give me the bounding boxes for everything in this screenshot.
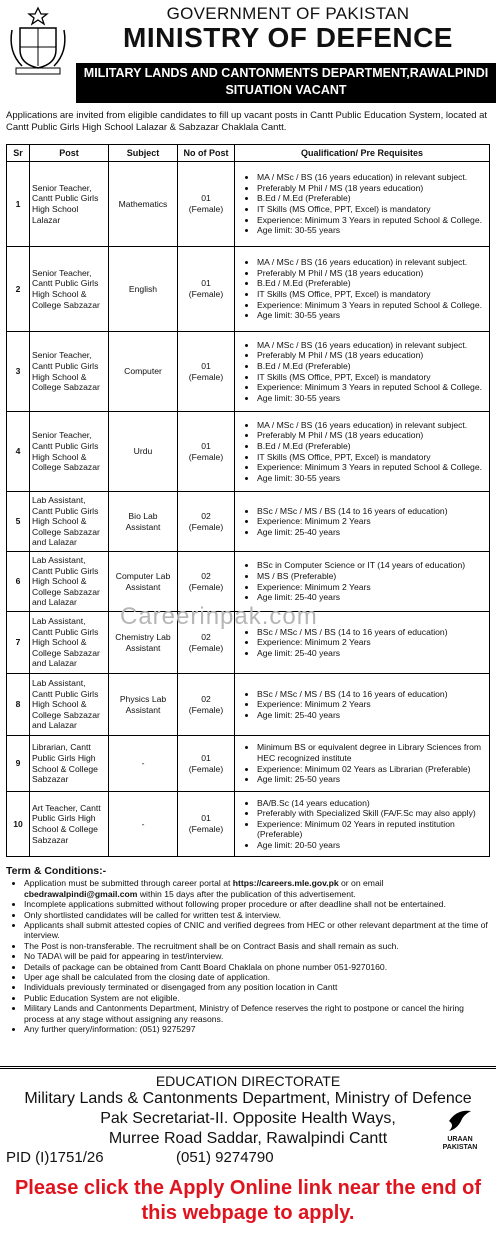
header-subject: Subject bbox=[109, 145, 178, 162]
table-row bbox=[7, 332, 490, 412]
department-banner bbox=[76, 63, 496, 103]
qualification-item: • Experience: Minimum 2 Years bbox=[257, 699, 483, 710]
post-count: 01 bbox=[201, 440, 211, 451]
qualification-item: • Preferably M Phil / MS (18 years education) bbox=[257, 183, 483, 194]
table-row bbox=[7, 552, 490, 612]
row-sr: 1 bbox=[7, 162, 30, 247]
row-post: Lab Assistant, Cantt Public Girls High School & College Sabzazar and Lalazar bbox=[30, 674, 109, 736]
qualification-item: • Age limit: 25-40 years bbox=[257, 648, 483, 659]
address-line-2: Pak Secretariat-II. Opposite Health Ways, bbox=[100, 1110, 396, 1127]
header-post: Post bbox=[30, 145, 109, 162]
terms-item: • Public Education System are not eligible. bbox=[24, 993, 490, 1003]
qualification-item: • MA / MSc / BS (16 years education) in relevant subject. bbox=[257, 172, 483, 183]
row-sr: 9 bbox=[7, 736, 30, 792]
terms-text: within 15 days after the publication of this advertisement. bbox=[137, 888, 356, 899]
qualification-list bbox=[237, 627, 487, 659]
qualification-item: • Age limit: 30-55 years bbox=[257, 473, 483, 484]
row-subject: - bbox=[109, 736, 178, 792]
qualification-list bbox=[237, 257, 487, 321]
terms-item: • The Post is non-transferable. The recruitment shall be on Contract Basis and shall remain as such. bbox=[24, 941, 490, 951]
qualification-item: • Experience: Minimum 2 Years bbox=[257, 516, 483, 527]
post-count: 01 bbox=[201, 813, 211, 824]
row-subject: Chemistry Lab Assistant bbox=[109, 612, 178, 674]
table-row bbox=[7, 412, 490, 492]
qualification-item: • Age limit: 30-55 years bbox=[257, 225, 483, 236]
row-subject: English bbox=[109, 247, 178, 332]
table-row bbox=[7, 162, 490, 247]
row-qualifications bbox=[235, 162, 490, 247]
qualification-item: • Experience: Minimum 3 Years in reputed School & College. bbox=[257, 215, 483, 226]
qualification-list bbox=[237, 420, 487, 484]
terms-item bbox=[24, 878, 490, 899]
qualification-item: • Preferably M Phil / MS (18 years education) bbox=[257, 350, 483, 361]
qualification-item: • Age limit: 25-40 years bbox=[257, 527, 483, 538]
qualification-item: • MA / MSc / BS (16 years education) in relevant subject. bbox=[257, 420, 483, 431]
row-qualifications bbox=[235, 736, 490, 792]
qualification-item: • BSc in Computer Science or IT (14 years of education) bbox=[257, 560, 483, 571]
apply-online-notice: Please click the Apply Online link near the end of this webpage to apply. bbox=[14, 1177, 482, 1224]
row-no-of-post bbox=[178, 332, 235, 412]
qualification-item: • Experience: Minimum 3 Years in reputed School & College. bbox=[257, 462, 483, 473]
header-qualification: Qualification/ Pre Requisites bbox=[235, 145, 490, 162]
intro-text: Applications are invited from eligible candidates to fill up vacant posts in Cantt Public Education System, located at Cantt Public Girls High School Lalazar & Sabzazar Chaklala Cantt. bbox=[6, 110, 488, 133]
terms-item: • No TADA\ will be paid for appearing in test/interview. bbox=[24, 951, 490, 961]
qualification-item: • IT Skills (MS Office, PPT, Excel) is mandatory bbox=[257, 372, 483, 383]
terms-list bbox=[6, 878, 490, 899]
row-post: Lab Assistant, Cantt Public Girls High School & College Sabzazar and Lalazar bbox=[30, 612, 109, 674]
row-qualifications bbox=[235, 552, 490, 612]
post-gender: (Female) bbox=[188, 451, 224, 462]
row-post: Lab Assistant, Cantt Public Girls High School & College Sabzazar and Lalazar bbox=[30, 552, 109, 612]
row-post: Librarian, Cantt Public Girls High School & College Sabzazar bbox=[30, 736, 109, 792]
terms-item: • Incomplete applications submitted without following proper procedure or after deadline shall not be entertained. bbox=[24, 899, 490, 909]
row-subject: Computer Lab Assistant bbox=[109, 552, 178, 612]
row-post: Senior Teacher, Cantt Public Girls High School & College Sabzazar bbox=[30, 332, 109, 412]
qualification-item: • Experience: Minimum 3 Years in reputed School & College. bbox=[257, 382, 483, 393]
table-row bbox=[7, 792, 490, 857]
terms-item: • Any further query/information: (051) 9275297 bbox=[24, 1024, 490, 1034]
row-sr: 5 bbox=[7, 492, 30, 552]
row-subject: Mathematics bbox=[109, 162, 178, 247]
uraan-pakistan-logo bbox=[432, 1107, 488, 1159]
terms-item: • Individuals previously terminated or disengaged from any position location in Cantt bbox=[24, 982, 490, 992]
post-gender: (Female) bbox=[188, 371, 224, 382]
ministry-title: MINISTRY OF DEFENCE bbox=[123, 22, 453, 53]
pid-number: PID (I)1751/26 bbox=[6, 1149, 104, 1166]
row-post: Senior Teacher, Cantt Public Girls High School Lalazar bbox=[30, 162, 109, 247]
row-post: Senior Teacher, Cantt Public Girls High School & College Sabzazar bbox=[30, 247, 109, 332]
footer-phone: (051) 9274790 bbox=[176, 1149, 274, 1166]
government-title: GOVERNMENT OF PAKISTAN bbox=[166, 4, 410, 23]
table-row bbox=[7, 247, 490, 332]
qualification-item: • BSc / MSc / MS / BS (14 to 16 years of education) bbox=[257, 506, 483, 517]
qualification-item: • Experience: Minimum 2 Years bbox=[257, 637, 483, 648]
table-header-row bbox=[7, 145, 490, 162]
terms-section bbox=[6, 866, 490, 1035]
post-gender: (Female) bbox=[188, 204, 224, 214]
post-count: 02 bbox=[201, 693, 211, 704]
qualification-item: • Age limit: 30-55 years bbox=[257, 310, 483, 321]
row-no-of-post bbox=[178, 792, 235, 857]
table-row bbox=[7, 736, 490, 792]
terms-text: Application must be submitted through career portal at bbox=[24, 878, 233, 889]
post-count: 01 bbox=[201, 360, 211, 371]
post-count: 02 bbox=[201, 631, 211, 642]
state-emblem-icon bbox=[6, 6, 70, 76]
qualification-list bbox=[237, 506, 487, 538]
watermark: Careerinpak.com bbox=[120, 603, 318, 630]
terms-title: Term & Conditions:- bbox=[6, 865, 107, 877]
qualification-item: • BSc / MSc / MS / BS (14 to 16 years of education) bbox=[257, 627, 483, 638]
qualification-item: • Minimum BS or equivalent degree in Library Sciences from HEC recognized institute bbox=[257, 742, 483, 763]
row-post: Art Teacher, Cantt Public Girls High School & College Sabzazar bbox=[30, 792, 109, 857]
terms-text: or on email bbox=[338, 878, 384, 889]
post-gender: (Female) bbox=[188, 289, 224, 299]
terms-item: • Only shortlisted candidates will be called for written test & interview. bbox=[24, 910, 490, 920]
table-row bbox=[7, 674, 490, 736]
vacancy-table bbox=[6, 144, 490, 857]
qualification-item: • MA / MSc / BS (16 years education) in relevant subject. bbox=[257, 340, 483, 351]
post-gender: (Female) bbox=[188, 824, 224, 834]
post-count: 01 bbox=[201, 278, 211, 289]
row-no-of-post bbox=[178, 674, 235, 736]
qualification-item: • B.Ed / M.Ed (Preferable) bbox=[257, 278, 483, 289]
qualification-list bbox=[237, 340, 487, 404]
post-count: 01 bbox=[201, 193, 211, 204]
terms-item: • Uper age shall be calculated from the closing date of application. bbox=[24, 972, 490, 982]
post-gender: (Female) bbox=[188, 763, 224, 774]
row-qualifications bbox=[235, 247, 490, 332]
row-sr: 8 bbox=[7, 674, 30, 736]
row-sr: 7 bbox=[7, 612, 30, 674]
post-gender: (Female) bbox=[188, 581, 224, 592]
qualification-item: • Age limit: 30-55 years bbox=[257, 393, 483, 404]
directorate-title: EDUCATION DIRECTORATE bbox=[155, 1073, 341, 1089]
qualification-item: • BA/B.Sc (14 years education) bbox=[257, 798, 483, 809]
row-qualifications bbox=[235, 412, 490, 492]
qualification-list bbox=[237, 742, 487, 784]
post-gender: (Female) bbox=[188, 642, 224, 653]
table-row bbox=[7, 612, 490, 674]
row-sr: 2 bbox=[7, 247, 30, 332]
row-no-of-post bbox=[178, 162, 235, 247]
row-qualifications bbox=[235, 612, 490, 674]
qualification-item: • Age limit: 25-40 years bbox=[257, 710, 483, 721]
terms-item: • Military Lands and Cantonments Department, Ministry of Defence reserves the right to postpone or cancel the hiring process at any stage without assigning any reasons. bbox=[24, 1003, 490, 1024]
qualification-item: • IT Skills (MS Office, PPT, Excel) is mandatory bbox=[257, 204, 483, 215]
row-no-of-post bbox=[178, 247, 235, 332]
row-sr: 3 bbox=[7, 332, 30, 412]
row-qualifications bbox=[235, 332, 490, 412]
table-row bbox=[7, 492, 490, 552]
row-subject: - bbox=[109, 792, 178, 857]
row-no-of-post bbox=[178, 412, 235, 492]
qualification-item: • BSc / MSc / MS / BS (14 to 16 years of education) bbox=[257, 689, 483, 700]
uraan-bird-icon bbox=[445, 1107, 475, 1133]
row-no-of-post bbox=[178, 492, 235, 552]
row-qualifications bbox=[235, 492, 490, 552]
qualification-list bbox=[237, 689, 487, 721]
email-link[interactable]: cbedrawalpindi@gmail.com bbox=[24, 888, 138, 899]
qualification-item: • Experience: Minimum 02 Years in reputed institution (Preferable) bbox=[257, 819, 483, 840]
post-count: 02 bbox=[201, 510, 211, 521]
address-line-3: Murree Road Saddar, Rawalpindi Cantt bbox=[108, 1130, 388, 1147]
qualification-item: • MS / BS (Preferable) bbox=[257, 571, 483, 582]
row-subject: Urdu bbox=[109, 412, 178, 492]
post-count: 01 bbox=[201, 752, 211, 763]
qualification-list bbox=[237, 798, 487, 851]
portal-link[interactable]: https://careers.mle.gov.pk bbox=[232, 878, 339, 889]
qualification-list bbox=[237, 172, 487, 236]
qualification-item: • Experience: Minimum 02 Years as Librarian (Preferable) bbox=[257, 764, 483, 775]
qualification-item: • B.Ed / M.Ed (Preferable) bbox=[257, 441, 483, 452]
footer bbox=[0, 1066, 496, 1169]
row-no-of-post bbox=[178, 736, 235, 792]
header bbox=[0, 0, 496, 104]
row-subject: Physics Lab Assistant bbox=[109, 674, 178, 736]
row-no-of-post bbox=[178, 612, 235, 674]
qualification-item: • Age limit: 20-50 years bbox=[257, 840, 483, 851]
post-gender: (Female) bbox=[188, 704, 224, 715]
row-qualifications bbox=[235, 674, 490, 736]
qualification-item: • Preferably M Phil / MS (18 years education) bbox=[257, 430, 483, 441]
row-sr: 4 bbox=[7, 412, 30, 492]
row-qualifications bbox=[235, 792, 490, 857]
qualification-item: • Preferably M Phil / MS (18 years education) bbox=[257, 268, 483, 279]
header-no-of-post: No of Post bbox=[178, 145, 235, 162]
qualification-item: • Age limit: 25-40 years bbox=[257, 592, 483, 603]
row-subject: Bio Lab Assistant bbox=[109, 492, 178, 552]
terms-item: • Details of package can be obtained from Cantt Board Chaklala on phone number 051-9270160. bbox=[24, 962, 490, 972]
header-sr: Sr bbox=[7, 145, 30, 162]
qualification-item: • B.Ed / M.Ed (Preferable) bbox=[257, 193, 483, 204]
qualification-item: • IT Skills (MS Office, PPT, Excel) is mandatory bbox=[257, 289, 483, 300]
qualification-list bbox=[237, 560, 487, 602]
qualification-item: • Experience: Minimum 3 Years in reputed School & College. bbox=[257, 300, 483, 311]
uraan-logo-text: URAAN PAKISTAN bbox=[442, 1136, 478, 1151]
post-gender: (Female) bbox=[188, 521, 224, 532]
row-sr: 6 bbox=[7, 552, 30, 612]
situation-vacant: SITUATION VACANT bbox=[225, 83, 347, 97]
row-post: Lab Assistant, Cantt Public Girls High School & College Sabzazar and Lalazar bbox=[30, 492, 109, 552]
terms-item: • Applicants shall submit attested copies of CNIC and verified degrees from HEC or other relevant department at the time of interview. bbox=[24, 920, 490, 941]
terms-list-rest bbox=[6, 899, 490, 1034]
qualification-item: • Age limit: 25-50 years bbox=[257, 774, 483, 785]
qualification-item: • IT Skills (MS Office, PPT, Excel) is mandatory bbox=[257, 452, 483, 463]
department-name: MILITARY LANDS AND CANTONMENTS DEPARTMENT,RAWALPINDI bbox=[83, 66, 489, 80]
row-subject: Computer bbox=[109, 332, 178, 412]
qualification-item: • B.Ed / M.Ed (Preferable) bbox=[257, 361, 483, 372]
qualification-item: • Preferably with Specialized Skill (FA/F.Sc may also apply) bbox=[257, 808, 483, 819]
qualification-item: • Experience: Minimum 2 Years bbox=[257, 582, 483, 593]
row-post: Senior Teacher, Cantt Public Girls High School & College Sabzazar bbox=[30, 412, 109, 492]
post-count: 02 bbox=[201, 570, 211, 581]
row-no-of-post bbox=[178, 552, 235, 612]
row-sr: 10 bbox=[7, 792, 30, 857]
address-line-1: Military Lands & Cantonments Department, Ministry of Defence bbox=[24, 1090, 472, 1107]
qualification-item: • MA / MSc / BS (16 years education) in relevant subject. bbox=[257, 257, 483, 268]
